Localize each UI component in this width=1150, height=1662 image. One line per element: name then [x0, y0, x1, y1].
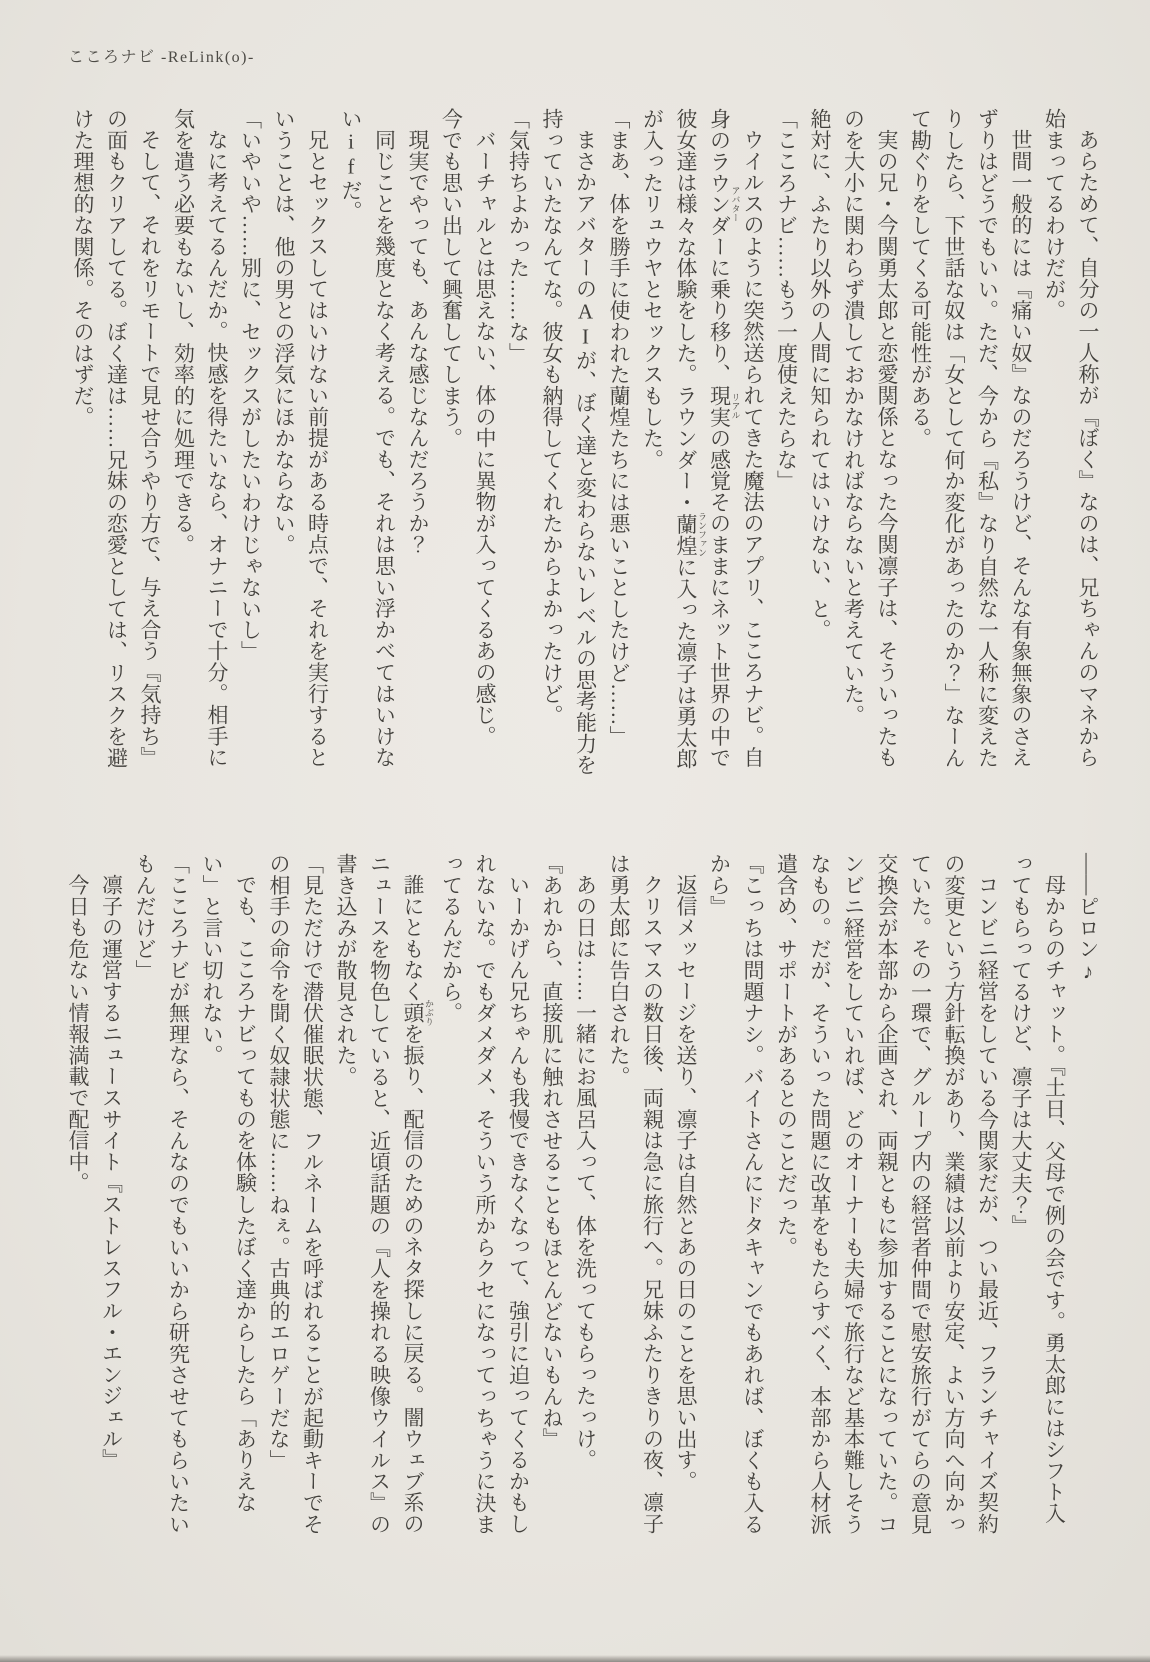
page-title: こころナビ -ReLink(o)- [68, 49, 255, 66]
paragraph: ――ピロン♪ [1076, 853, 1100, 984]
paragraph: 『こっちは問題ナシ。バイトさんにドタキャンでもあれば、ぼくも入るから』 [707, 853, 765, 1535]
text-block-top [66, 108, 1105, 786]
paragraph: 実の兄・今関勇太郎と恋愛関係となった今関凛子は、そういったものを大小に関わらず潰しておかなければならないと考えていた。 [841, 108, 899, 768]
paragraph: 兄とセックスしてはいけない前提がある時点で、それを実行するということは、他の男との浮気にほかならない。 [272, 108, 330, 768]
ruby-annotated-word: 頭 かぶり [401, 998, 434, 1026]
paragraph: クリスマスの数日後、両親は急に旅行へ。兄妹ふたりきりの夜、凛子は勇太郎に告白された。 [607, 853, 665, 1535]
paragraph: 今日も危ない情報満載で配信中。 [66, 874, 90, 1194]
paragraph: なに考えてるんだか。快感を得たいなら、オナニーで十分。相手に気を遣う必要もないし、効率的に処理できる。 [171, 108, 229, 768]
text-block-bottom [61, 853, 1105, 1545]
paragraph: 「こころナビが無理なら、そんなのでもいいから研究させてもらいたいもんだけど」 [133, 853, 191, 1535]
paragraph: あらためて、自分の一人称が『ぼく』なのは、兄ちゃんのマネから始まってるわけだが。 [1042, 108, 1100, 768]
paragraph: 「見ただけで潜伏催眠状態、フルネームを呼ばれることが起動キーでその相手の命令を聞く奴隷状態に……ねぇ。古典的エロゲーだな」 [267, 853, 325, 1535]
paragraph: 「まあ、体を勝手に使われた蘭煌たちには悪いことしたけど……」 [607, 108, 631, 747]
paragraph: まさかアバターのAIが、ぼく達と変わらないレベルの思考能力を持っていたなんてな。彼女も納得してくれたからよかったけど。 [540, 108, 598, 776]
paragraph: 誰にともなく頭 かぶりを振り、配信のためのネタ探しに戻る。闇ウェブ系のニュースを物色していると、近頃話題の『人を操れる映像ウイルス』の書き込みが散見された。 [334, 853, 434, 1535]
paragraph: 『あれから、直接肌に触れさせることもほとんどないもんね』 [540, 853, 564, 1450]
paragraph: 「こころナビ……もう一度使えたらな」 [774, 108, 799, 492]
paragraph: 今でも思い出して興奮してしまう。 [439, 108, 464, 449]
paragraph: コンビニ経営をしている今関家だが、つい最近、フランチャイズ契約の変更という方針転換があり、業績は以前より安定、よい方向へ向かっていた。その一環で、グループ内の経営者仲間で慰安旅行がてらの意見交換会が本部から企画され、両親ともに参加することになっていた。コンビニ経営をしていれば、どのオーナーも夫婦で旅行など基本難しそうなもの。だが、そういった問題に改革をもたらすべく、本部から人材派遣含め、サポートがあるとのことだった。 [774, 853, 1000, 1535]
paragraph: あの日は……一緒にお風呂入って、体を洗ってもらったっけ。 [573, 874, 598, 1471]
paragraph: ウイルスのように突然送られてきた魔法のアプリ、こころナビ。自身のラウンダー アバターに乗り移り、現実 リアルの感覚そのままにネット世界の中で彼女達は様々な体験をした。ラウンダー・蘭煌 ランファンに入った凛子は勇太郎が入ったリュウヤとセックスもした。 [640, 108, 765, 770]
paragraph: バーチャルとは思えない、体の中に異物が入ってくるあの感じ。 [473, 129, 497, 747]
paragraph: 母からのチャット。『土日、父母で例の会です。勇太郎にはシフト入ってもらってるけど、凛子は大丈夫？』 [1009, 853, 1067, 1524]
ruby-annotated-word: 現実 リアル [707, 384, 741, 428]
paragraph: いーかげん兄ちゃんも我慢できなくなって、強引に迫ってくるかもしれないな。でもダメダメ、そういう所からクセになってっちゃうに決まってるんだから。 [439, 853, 531, 1535]
paragraph: そして、それをリモートで見せ合うやり方で、与え合う『気持ち』の面もクリアしてる。ぼく達は……兄妹の恋愛としては、リスクを避けた理想的な関係。そのはずだ。 [71, 108, 162, 769]
latin-upright-text: AI [573, 299, 598, 350]
paragraph: 返信メッセージを送り、凛子は自然とあの日のことを思い出す。 [674, 874, 698, 1492]
paragraph: 同じことを幾度となく考える。でも、それは思い浮かべてはいけないifだ。 [339, 108, 397, 768]
paragraph: 凛子の運営するニュースサイト『ストレスフル・エンジェル』 [99, 874, 124, 1471]
paragraph: 「気持ちよかった……な」 [506, 108, 531, 364]
paragraph: 現実でやっても、あんな感じなんだろうか？ [406, 129, 430, 555]
ruby-annotated-word: 蘭煌 ランファン [674, 512, 707, 558]
paragraph: 「いやいや……別に、セックスがしたいわけじゃないし」 [238, 108, 263, 662]
page-bottom-edge-shadow [0, 1655, 1150, 1662]
paragraph: 絶対に、ふたり以外の人間に知られてはいけない、と。 [808, 108, 832, 641]
ruby-annotated-word: ラウンダー アバター [707, 150, 741, 258]
paragraph: 世間一般的には『痛い奴』なのだろうけど、そんな有象無象のさえずりはどうでもいい。ただ、今から『私』なり自然な一人称に変えたりしたら、下世話な奴は「女として何か変化があったのか？」なーんて勘ぐりをしてくる可能性がある。 [908, 108, 1033, 769]
paragraph: でも、こころナビってものを体験したぼく達からしたら「ありえない」と言い切れない。 [200, 853, 258, 1513]
latin-upright-text: if [339, 129, 363, 180]
